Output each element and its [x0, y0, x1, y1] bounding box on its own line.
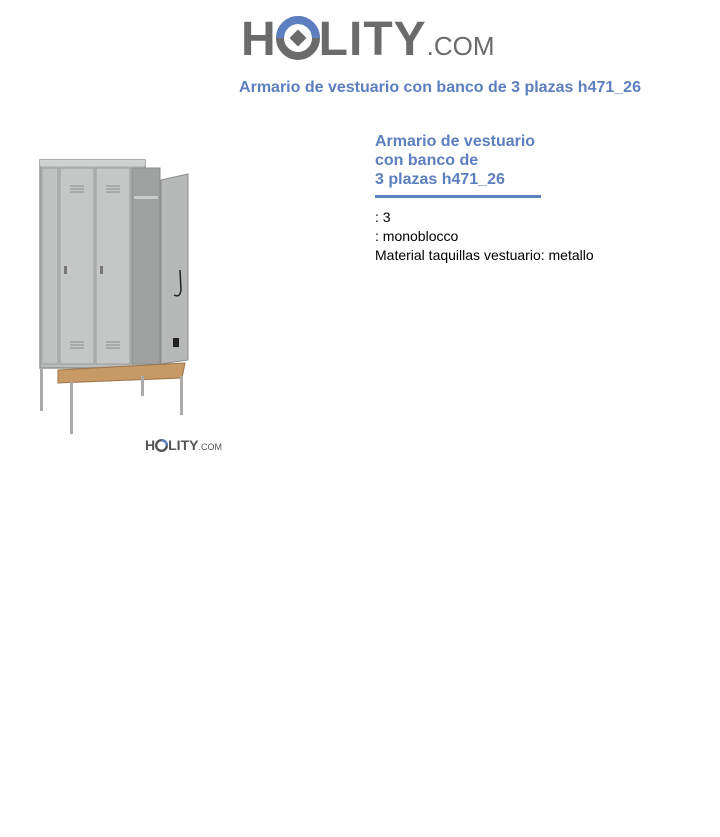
page-title: Armario de vestuario con banco de 3 plazas h471_26 [239, 79, 641, 96]
product-image [30, 150, 200, 445]
logo-domain: .COM [426, 31, 495, 61]
product-title-line: 3 plazas h471_26 [375, 171, 505, 188]
watermark-text-start: H [145, 437, 156, 453]
watermark-o-icon [155, 439, 168, 452]
watermark-domain: .COM [198, 442, 222, 452]
watermark-logo [145, 437, 222, 455]
logo-o-icon [276, 16, 320, 60]
spec-material: Material taquillas vestuario: metallo [375, 247, 594, 263]
product-info [375, 132, 675, 265]
product-title-line: Armario de vestuario [375, 133, 536, 150]
logo-text-start: H [241, 13, 277, 66]
site-logo[interactable] [241, 10, 495, 70]
spec-doors: : 3 [375, 209, 391, 225]
spec-construction: : monoblocco [375, 228, 459, 244]
watermark-text-end: LITY [168, 437, 199, 453]
logo-text-end: LITY [318, 13, 427, 66]
product-title [375, 132, 675, 189]
product-title-line: con banco de [375, 152, 479, 169]
title-underline [375, 195, 541, 198]
